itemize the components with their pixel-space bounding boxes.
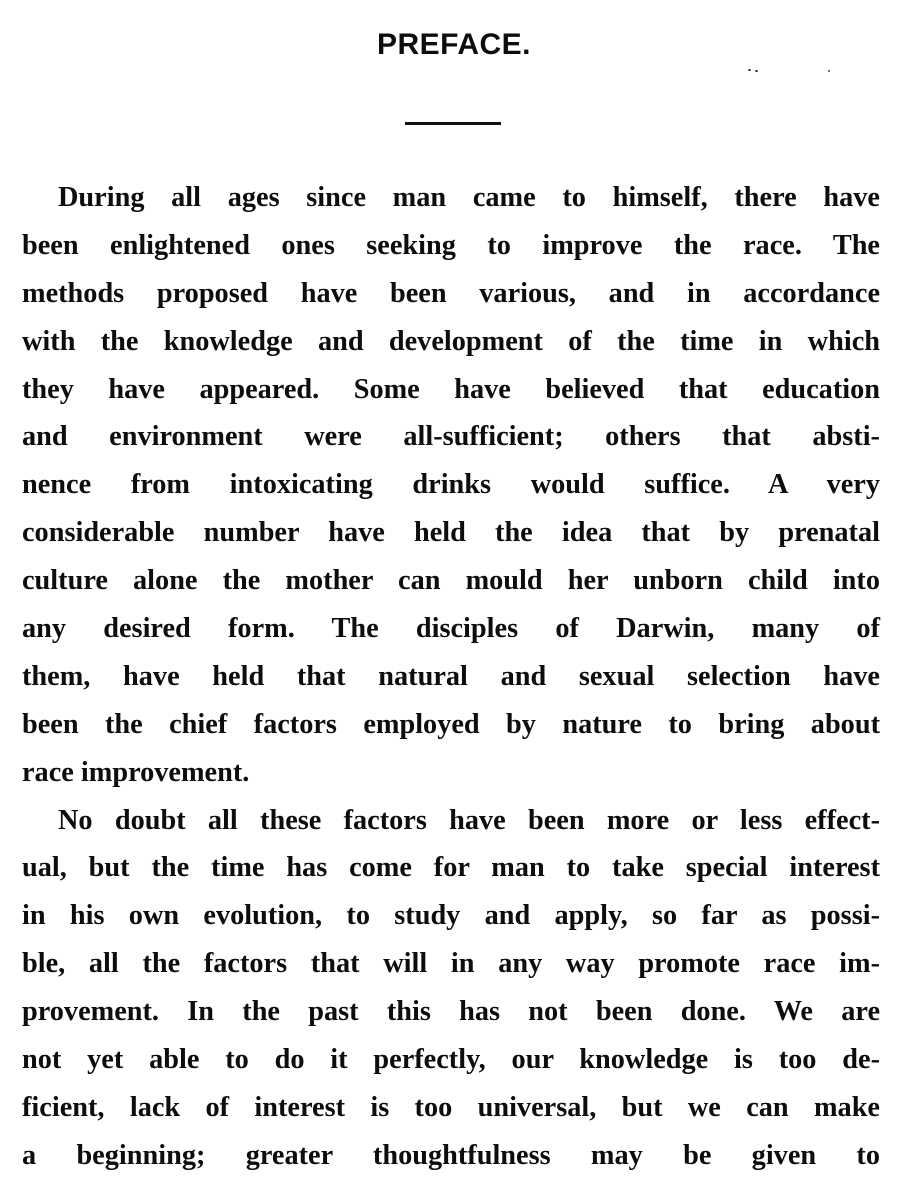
text-line: No doubt all these factors have been more or less effect-	[58, 804, 880, 836]
text-line: a beginning; greater thoughtfulness may be given to	[22, 1139, 880, 1171]
text-line: ble, all the factors that will in any way promote race im-	[22, 948, 880, 980]
text-line: ficient, lack of interest is too universal, but we can make	[22, 1091, 880, 1123]
text-line: them, have held that natural and sexual selection have	[22, 660, 880, 692]
text-line: not yet able to do it perfectly, our knowledge is too de-	[22, 1044, 880, 1076]
text-line: in his own evolution, to study and apply, so far as possi-	[22, 900, 880, 932]
text-line: been the chief factors employed by nature to bring about	[22, 708, 880, 740]
text-line: provement. In the past this has not been done. We are	[22, 996, 880, 1028]
text-line: nence from intoxicating drinks would suffice. A very	[22, 469, 880, 501]
text-line: methods proposed have been various, and in accordance	[22, 277, 880, 309]
page-heading: PREFACE.	[376, 28, 532, 61]
print-speck	[755, 70, 758, 72]
preface-body	[22, 174, 880, 1180]
text-line: they have appeared. Some have believed that education	[22, 373, 880, 405]
print-speck	[828, 70, 830, 72]
text-line: culture alone the mother can mould her unborn child into	[22, 565, 880, 597]
text-line: been enlightened ones seeking to improve the race. The	[22, 229, 880, 261]
text-line: considerable number have held the idea that by prenatal	[22, 517, 880, 549]
text-line: and environment were all-sufficient; others that absti-	[22, 421, 880, 453]
text-line: ual, but the time has come for man to take special interest	[22, 852, 880, 884]
print-speck	[748, 69, 751, 71]
text-line: any desired form. The disciples of Darwin, many of	[22, 613, 880, 645]
text-line: race improvement.	[22, 756, 250, 788]
heading-rule	[405, 122, 501, 125]
text-line: During all ages since man came to himself, there have	[58, 182, 880, 213]
text-line: with the knowledge and development of the time in which	[22, 325, 880, 357]
